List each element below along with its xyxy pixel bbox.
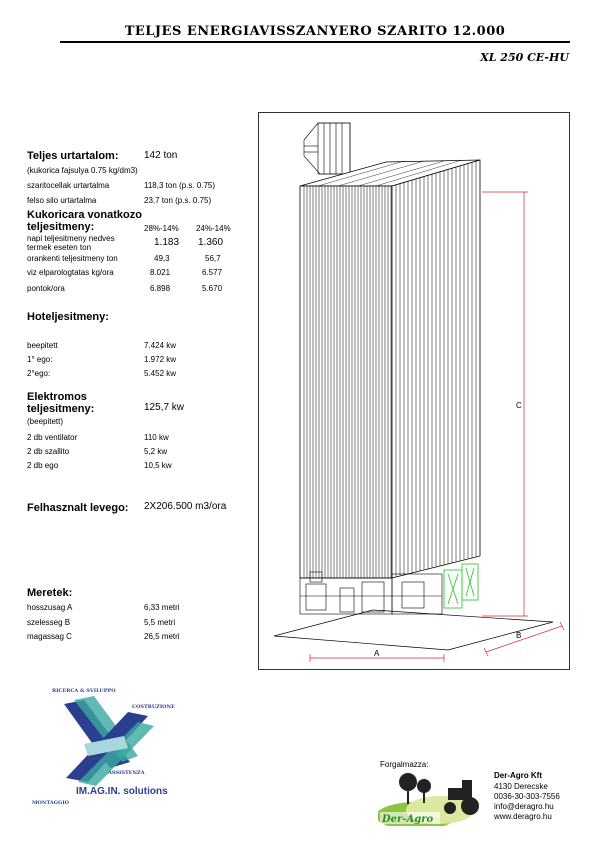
corn-row-label: napi teljesitmeny nedves termek eseten ton: [27, 234, 115, 252]
capacity-value: 142 ton: [144, 150, 178, 161]
corn-row-value: 1.360: [198, 237, 224, 248]
electro-row-label: 2 db ego: [27, 461, 59, 470]
document-title: TELJES ENERGIAVISSZANYERO SZARITO 12.000: [124, 24, 506, 39]
dimension-row-label: magassag C: [27, 632, 72, 641]
dealer-label: Forgalmazza:: [380, 760, 429, 769]
corn-row-value: 6.577: [202, 268, 223, 277]
corn-col1-header: 28%-14%: [144, 224, 179, 233]
silo-capacity-value: 23,7 ton (p.s. 0.75): [144, 196, 212, 205]
dealer-logo-text: Der-Agro: [382, 814, 434, 825]
dimension-b-label: B: [516, 631, 522, 640]
logo-text-construction: COSTRUZIONE: [132, 704, 175, 710]
corn-row-value: 5.670: [202, 284, 223, 293]
corn-row-value: 56,7: [205, 254, 221, 263]
dealer-address: 4130 Derecske: [494, 782, 548, 791]
heat-heading: Hoteljesitmeny:: [27, 311, 109, 323]
corn-row-value: 6.898: [150, 284, 171, 293]
capacity-heading: Teljes urtartalom:: [27, 150, 119, 162]
heat-row-label: 1° ego:: [27, 355, 53, 364]
corn-row-label: viz elparologtatas kg/ora: [27, 268, 114, 277]
corn-row-value: 8.021: [150, 268, 171, 277]
dealer-email[interactable]: info@deragro.hu: [494, 802, 554, 811]
dimensions-heading: Meretek:: [27, 587, 73, 599]
dimension-row-label: hosszusag A: [27, 603, 73, 612]
dimension-b-line: [484, 622, 564, 656]
side-ribs: [396, 161, 476, 577]
corn-row-label: orankenti teljesitmeny ton: [27, 254, 118, 263]
electro-row-value: 110 kw: [144, 433, 169, 442]
dealer-phone: 0036-30-303-7556: [494, 792, 560, 801]
electro-row-value: 5,2 kw: [144, 447, 168, 456]
logo-text-research: RICERCA & SVILUPPO: [52, 688, 116, 694]
dimension-row-value: 26,5 metri: [144, 632, 180, 641]
dimension-a-label: A: [374, 649, 380, 658]
corn-row-label: pontok/ora: [27, 284, 65, 293]
logo-text-assistance: ASSISTENZA: [108, 770, 145, 776]
electro-value: 125,7 kw: [144, 402, 185, 413]
dimension-row-label: szelesseg B: [27, 618, 71, 627]
cell-capacity-label: szaritocellak urtartalma: [27, 181, 110, 190]
heat-row-value: 1.972 kw: [144, 355, 177, 364]
heat-row-label: 2°ego:: [27, 369, 51, 378]
dryer-diagram: [258, 112, 570, 670]
air-value: 2X206.500 m3/ora: [144, 501, 227, 512]
dealer-website[interactable]: www.deragro.hu: [494, 812, 552, 821]
electro-heading-1: Elektromos: [27, 391, 87, 403]
electro-row-label: 2 db szallito: [27, 447, 70, 456]
dimension-row-value: 5,5 metri: [144, 618, 176, 627]
corn-row-value: 1.183: [154, 237, 180, 248]
heat-row-label: beepitett: [27, 341, 58, 350]
electro-heading-2: teljesitmeny:: [27, 403, 95, 415]
corn-row-value: 49,3: [154, 254, 170, 263]
electro-note: (beepitett): [27, 417, 64, 426]
title-underline: [60, 41, 570, 43]
logo-text-assembly: MONTAGGIO: [32, 800, 70, 806]
silo-capacity-label: felso silo urtartalma: [27, 196, 97, 205]
top-hood: [304, 123, 350, 174]
air-heading: Felhasznalt levego:: [27, 502, 129, 514]
model-code: XL 250 CE-HU: [480, 51, 569, 64]
logo-brand-name: IM.AG.IN. solutions: [76, 786, 168, 797]
deragro-logo: [378, 772, 490, 826]
dimension-c-label: C: [516, 401, 522, 410]
corn-col2-header: 24%-14%: [196, 224, 231, 233]
dimension-row-value: 6,33 metri: [144, 603, 180, 612]
lower-machinery: [300, 572, 442, 614]
cell-capacity-value: 118,3 ton (p.s. 0.75): [144, 181, 216, 190]
dealer-name: Der-Agro Kft: [494, 771, 542, 780]
imagin-logo: [26, 682, 216, 806]
corn-heading-2: teljesitmeny:: [27, 221, 95, 233]
electro-row-value: 10,5 kw: [144, 461, 172, 470]
fan-units: [444, 564, 478, 608]
heat-row-value: 7.424 kw: [144, 341, 177, 350]
corn-heading-1: Kukoricara vonatkozo: [27, 209, 142, 221]
capacity-note: (kukorica fajsulya 0.75 kg/dm3): [27, 166, 138, 175]
heat-row-value: 5.452 kw: [144, 369, 177, 378]
electro-row-label: 2 db ventilator: [27, 433, 78, 442]
